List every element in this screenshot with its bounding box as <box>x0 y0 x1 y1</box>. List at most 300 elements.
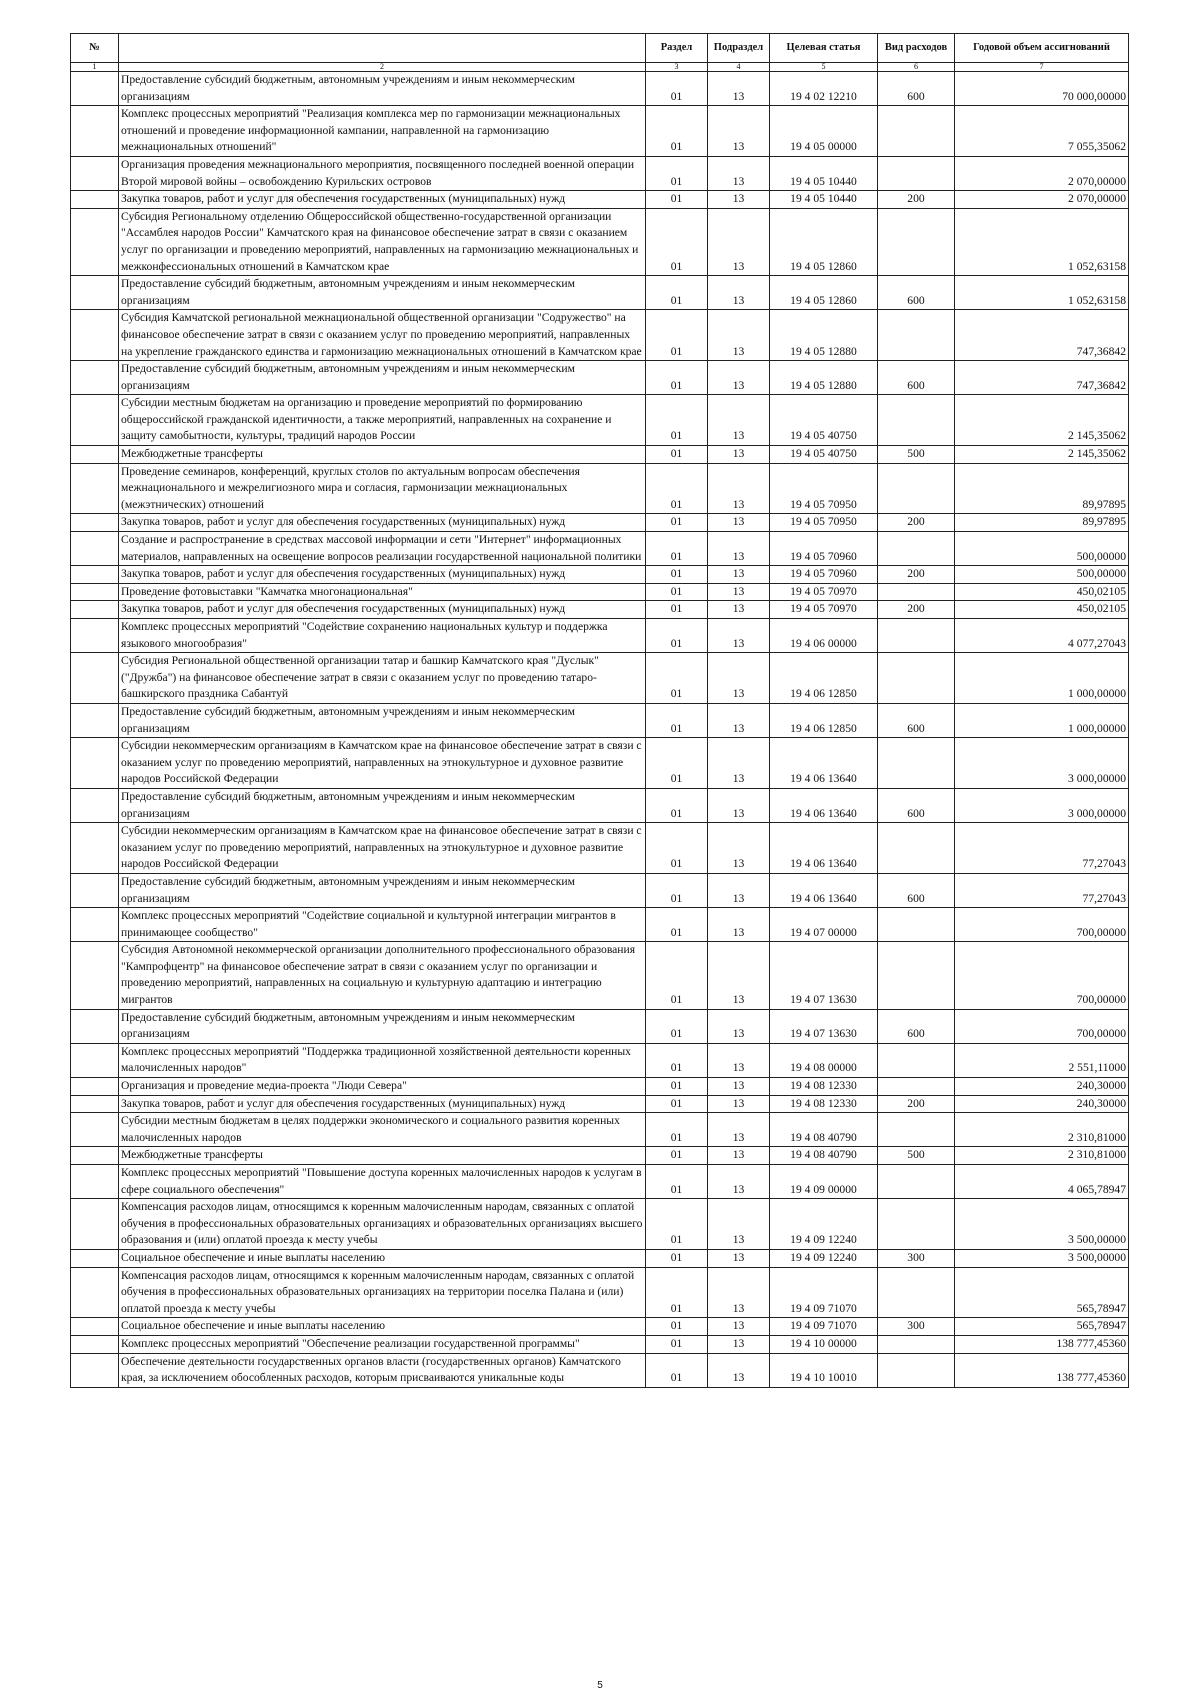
column-index-row <box>71 63 1129 72</box>
cell-name: Межбюджетные трансферты <box>119 446 646 464</box>
cell-number <box>71 1147 119 1165</box>
cell-subsection: 13 <box>708 1249 770 1267</box>
cell-amount: 500,00000 <box>955 566 1129 584</box>
cell-amount: 1 000,00000 <box>955 703 1129 737</box>
table-row <box>71 619 1129 653</box>
cell-target-article: 19 4 05 12860 <box>770 208 878 275</box>
cell-section: 01 <box>646 1199 708 1250</box>
cell-amount: 240,30000 <box>955 1095 1129 1113</box>
table-body <box>71 72 1129 1388</box>
cell-target-article: 19 4 05 70950 <box>770 514 878 532</box>
cell-amount: 3 500,00000 <box>955 1249 1129 1267</box>
cell-number <box>71 276 119 310</box>
cell-name: Проведение фотовыставки "Камчатка многонациональная" <box>119 583 646 601</box>
cell-number <box>71 395 119 446</box>
cell-section: 01 <box>646 1147 708 1165</box>
cell-section: 01 <box>646 1078 708 1096</box>
table-row <box>71 1078 1129 1096</box>
cell-amount: 138 777,45360 <box>955 1335 1129 1353</box>
cell-expense-type <box>878 1113 955 1147</box>
cell-subsection: 13 <box>708 1078 770 1096</box>
cell-number <box>71 156 119 190</box>
cell-amount: 450,02105 <box>955 583 1129 601</box>
cell-amount: 1 052,63158 <box>955 208 1129 275</box>
cell-number <box>71 1267 119 1318</box>
cell-section: 01 <box>646 908 708 942</box>
cell-subsection: 13 <box>708 191 770 209</box>
cell-section: 01 <box>646 703 708 737</box>
cell-expense-type: 200 <box>878 191 955 209</box>
column-header-name <box>119 34 646 63</box>
cell-target-article: 19 4 08 00000 <box>770 1043 878 1077</box>
cell-target-article: 19 4 06 13640 <box>770 873 878 907</box>
cell-number <box>71 1165 119 1199</box>
cell-amount: 1 052,63158 <box>955 276 1129 310</box>
cell-target-article: 19 4 05 00000 <box>770 106 878 157</box>
cell-section: 01 <box>646 1318 708 1336</box>
cell-amount: 565,78947 <box>955 1318 1129 1336</box>
cell-section: 01 <box>646 532 708 566</box>
cell-number <box>71 653 119 704</box>
cell-subsection: 13 <box>708 208 770 275</box>
cell-name: Закупка товаров, работ и услуг для обеспечения государственных (муниципальных) нужд <box>119 601 646 619</box>
cell-target-article: 19 4 06 13640 <box>770 738 878 789</box>
cell-number <box>71 446 119 464</box>
column-header-number: № <box>71 34 119 63</box>
cell-amount: 89,97895 <box>955 463 1129 514</box>
cell-target-article: 19 4 02 12210 <box>770 72 878 106</box>
cell-number <box>71 1043 119 1077</box>
cell-number <box>71 1199 119 1250</box>
cell-name: Закупка товаров, работ и услуг для обеспечения государственных (муниципальных) нужд <box>119 1095 646 1113</box>
cell-section: 01 <box>646 156 708 190</box>
table-row <box>71 1165 1129 1199</box>
cell-subsection: 13 <box>708 106 770 157</box>
cell-expense-type: 600 <box>878 703 955 737</box>
cell-expense-type <box>878 106 955 157</box>
cell-expense-type: 200 <box>878 1095 955 1113</box>
table-row <box>71 788 1129 822</box>
cell-number <box>71 619 119 653</box>
cell-target-article: 19 4 06 13640 <box>770 823 878 874</box>
table-row <box>71 1009 1129 1043</box>
cell-target-article: 19 4 05 10440 <box>770 191 878 209</box>
cell-expense-type <box>878 583 955 601</box>
cell-subsection: 13 <box>708 1147 770 1165</box>
cell-amount: 500,00000 <box>955 532 1129 566</box>
cell-target-article: 19 4 06 00000 <box>770 619 878 653</box>
cell-subsection: 13 <box>708 1353 770 1387</box>
cell-section: 01 <box>646 738 708 789</box>
table-row <box>71 361 1129 395</box>
cell-target-article: 19 4 10 00000 <box>770 1335 878 1353</box>
cell-expense-type <box>878 395 955 446</box>
table-row <box>71 191 1129 209</box>
cell-section: 01 <box>646 208 708 275</box>
cell-expense-type <box>878 1335 955 1353</box>
cell-target-article: 19 4 05 70970 <box>770 583 878 601</box>
cell-number <box>71 72 119 106</box>
cell-target-article: 19 4 07 13630 <box>770 942 878 1009</box>
cell-subsection: 13 <box>708 583 770 601</box>
cell-name: Субсидия Автономной некоммерческой организации дополнительного профессионального образования "Кампрофцентр" на финансовое обеспечение затрат в связи с оказанием услуг по организации и проведению мероприятий, направленных на социальную и культурную адаптацию и интеграцию мигрантов <box>119 942 646 1009</box>
cell-subsection: 13 <box>708 1009 770 1043</box>
cell-expense-type: 600 <box>878 276 955 310</box>
cell-name: Предоставление субсидий бюджетным, автономным учреждениям и иным некоммерческим организациям <box>119 361 646 395</box>
cell-subsection: 13 <box>708 619 770 653</box>
cell-name: Комплекс процессных мероприятий "Поддержка традиционной хозяйственной деятельности коренных малочисленных народов" <box>119 1043 646 1077</box>
cell-subsection: 13 <box>708 788 770 822</box>
table-row <box>71 738 1129 789</box>
table-row <box>71 653 1129 704</box>
cell-name: Комплекс процессных мероприятий "Обеспечение реализации государственной программы" <box>119 1335 646 1353</box>
cell-number <box>71 738 119 789</box>
page-number: 5 <box>597 1680 603 1691</box>
cell-expense-type: 500 <box>878 446 955 464</box>
cell-name: Субсидия Региональной общественной организации татар и башкир Камчатского края "Дуслык" ("Дружба") на финансовое обеспечение затрат в связи с оказанием услуг по проведению татаро-башкирского праздника Сабантуй <box>119 653 646 704</box>
cell-expense-type: 200 <box>878 566 955 584</box>
cell-section: 01 <box>646 823 708 874</box>
cell-section: 01 <box>646 619 708 653</box>
cell-target-article: 19 4 09 12240 <box>770 1199 878 1250</box>
cell-number <box>71 942 119 1009</box>
cell-name: Закупка товаров, работ и услуг для обеспечения государственных (муниципальных) нужд <box>119 191 646 209</box>
cell-amount: 700,00000 <box>955 1009 1129 1043</box>
cell-subsection: 13 <box>708 653 770 704</box>
table-row <box>71 1043 1129 1077</box>
cell-expense-type <box>878 463 955 514</box>
cell-target-article: 19 4 06 12850 <box>770 653 878 704</box>
column-index: 7 <box>955 63 1129 72</box>
cell-amount: 7 055,35062 <box>955 106 1129 157</box>
cell-target-article: 19 4 08 40790 <box>770 1147 878 1165</box>
cell-name: Предоставление субсидий бюджетным, автономным учреждениям и иным некоммерческим организациям <box>119 1009 646 1043</box>
cell-subsection: 13 <box>708 601 770 619</box>
cell-subsection: 13 <box>708 1335 770 1353</box>
cell-subsection: 13 <box>708 276 770 310</box>
cell-section: 01 <box>646 1267 708 1318</box>
cell-section: 01 <box>646 395 708 446</box>
cell-amount: 2 551,11000 <box>955 1043 1129 1077</box>
cell-name: Социальное обеспечение и иные выплаты населению <box>119 1249 646 1267</box>
cell-amount: 89,97895 <box>955 514 1129 532</box>
cell-number <box>71 208 119 275</box>
cell-name: Создание и распространение в средствах массовой информации и сети "Интернет" информационных материалов, направленных на освещение вопросов реализации государственной национальной политики <box>119 532 646 566</box>
cell-subsection: 13 <box>708 908 770 942</box>
cell-number <box>71 823 119 874</box>
cell-name: Комплекс процессных мероприятий "Содействие социальной и культурной интеграции мигрантов в принимающее сообщество" <box>119 908 646 942</box>
cell-section: 01 <box>646 942 708 1009</box>
cell-amount: 2 310,81000 <box>955 1113 1129 1147</box>
cell-number <box>71 908 119 942</box>
cell-expense-type: 600 <box>878 873 955 907</box>
cell-section: 01 <box>646 583 708 601</box>
table-row <box>71 446 1129 464</box>
cell-number <box>71 1318 119 1336</box>
table-row <box>71 601 1129 619</box>
column-header-subsection: Подраздел <box>708 34 770 63</box>
table-row <box>71 583 1129 601</box>
cell-amount: 138 777,45360 <box>955 1353 1129 1387</box>
cell-number <box>71 873 119 907</box>
cell-target-article: 19 4 05 40750 <box>770 395 878 446</box>
cell-section: 01 <box>646 788 708 822</box>
column-index: 4 <box>708 63 770 72</box>
cell-target-article: 19 4 05 12880 <box>770 310 878 361</box>
cell-subsection: 13 <box>708 446 770 464</box>
cell-name: Предоставление субсидий бюджетным, автономным учреждениям и иным некоммерческим организациям <box>119 276 646 310</box>
table-row <box>71 1335 1129 1353</box>
cell-name: Субсидии некоммерческим организациям в Камчатском крае на финансовое обеспечение затрат в связи с оказанием услуг по проведению мероприятий, направленных на этнокультурное и духовное развитие народов Российской Федерации <box>119 738 646 789</box>
cell-section: 01 <box>646 1165 708 1199</box>
cell-expense-type: 200 <box>878 514 955 532</box>
cell-subsection: 13 <box>708 1165 770 1199</box>
cell-amount: 2 145,35062 <box>955 446 1129 464</box>
column-index: 6 <box>878 63 955 72</box>
cell-section: 01 <box>646 514 708 532</box>
table-row <box>71 566 1129 584</box>
cell-section: 01 <box>646 106 708 157</box>
cell-name: Субсидии местным бюджетам на организацию и проведение мероприятий по формированию общероссийской гражданской идентичности, а также мероприятий, направленных на сохранение и защиту самобытности, культуры, традиций народов России <box>119 395 646 446</box>
table-row <box>71 1199 1129 1250</box>
cell-expense-type: 600 <box>878 72 955 106</box>
cell-number <box>71 1078 119 1096</box>
cell-name: Социальное обеспечение и иные выплаты населению <box>119 1318 646 1336</box>
cell-name: Комплекс процессных мероприятий "Повышение доступа коренных малочисленных народов к услугам в сфере социального обеспечения" <box>119 1165 646 1199</box>
table-row <box>71 208 1129 275</box>
table-row <box>71 72 1129 106</box>
table-header-row <box>71 34 1129 63</box>
table-row <box>71 1267 1129 1318</box>
cell-number <box>71 1353 119 1387</box>
cell-amount: 4 077,27043 <box>955 619 1129 653</box>
cell-amount: 77,27043 <box>955 873 1129 907</box>
table-row <box>71 1113 1129 1147</box>
cell-amount: 3 500,00000 <box>955 1199 1129 1250</box>
budget-sheet <box>70 33 1128 1388</box>
cell-target-article: 19 4 09 00000 <box>770 1165 878 1199</box>
cell-amount: 565,78947 <box>955 1267 1129 1318</box>
cell-number <box>71 1009 119 1043</box>
table-row <box>71 156 1129 190</box>
cell-section: 01 <box>646 463 708 514</box>
cell-expense-type: 500 <box>878 1147 955 1165</box>
cell-number <box>71 310 119 361</box>
cell-name: Компенсация расходов лицам, относящимся к коренным малочисленным народам, связанных с оплатой обучения в профессиональных образовательных организациях на территории поселка Палана и (или) оплатой проезда к месту учебы <box>119 1267 646 1318</box>
table-row <box>71 514 1129 532</box>
cell-amount: 77,27043 <box>955 823 1129 874</box>
cell-name: Предоставление субсидий бюджетным, автономным учреждениям и иным некоммерческим организациям <box>119 72 646 106</box>
cell-subsection: 13 <box>708 1318 770 1336</box>
cell-subsection: 13 <box>708 1267 770 1318</box>
column-index: 3 <box>646 63 708 72</box>
cell-section: 01 <box>646 1113 708 1147</box>
cell-expense-type <box>878 208 955 275</box>
cell-section: 01 <box>646 653 708 704</box>
cell-amount: 700,00000 <box>955 908 1129 942</box>
cell-target-article: 19 4 05 70960 <box>770 532 878 566</box>
cell-amount: 2 070,00000 <box>955 156 1129 190</box>
cell-expense-type <box>878 619 955 653</box>
cell-target-article: 19 4 09 12240 <box>770 1249 878 1267</box>
cell-subsection: 13 <box>708 823 770 874</box>
table-row <box>71 395 1129 446</box>
cell-section: 01 <box>646 361 708 395</box>
cell-number <box>71 601 119 619</box>
cell-expense-type <box>878 1199 955 1250</box>
cell-name: Предоставление субсидий бюджетным, автономным учреждениям и иным некоммерческим организациям <box>119 873 646 907</box>
cell-section: 01 <box>646 873 708 907</box>
cell-expense-type <box>878 532 955 566</box>
cell-expense-type: 200 <box>878 601 955 619</box>
cell-target-article: 19 4 05 70950 <box>770 463 878 514</box>
cell-amount: 1 000,00000 <box>955 653 1129 704</box>
column-index: 2 <box>119 63 646 72</box>
cell-expense-type <box>878 653 955 704</box>
cell-section: 01 <box>646 1335 708 1353</box>
cell-target-article: 19 4 06 13640 <box>770 788 878 822</box>
cell-name: Обеспечение деятельности государственных органов власти (государственных органов) Камчатского края, за исключением обособленных расходов, которым присваиваются уникальные коды <box>119 1353 646 1387</box>
cell-number <box>71 703 119 737</box>
cell-target-article: 19 4 05 40750 <box>770 446 878 464</box>
cell-target-article: 19 4 07 00000 <box>770 908 878 942</box>
cell-amount: 2 145,35062 <box>955 395 1129 446</box>
cell-target-article: 19 4 09 71070 <box>770 1267 878 1318</box>
cell-name: Субсидия Камчатской региональной межнациональной общественной организации "Содружество" на финансовое обеспечение затрат в связи с оказанием услуг по проведению мероприятий, направленных на укрепление гражданского единства и гармонизацию межнациональных отношений в Камчатском крае <box>119 310 646 361</box>
cell-name: Предоставление субсидий бюджетным, автономным учреждениям и иным некоммерческим организациям <box>119 788 646 822</box>
cell-section: 01 <box>646 1009 708 1043</box>
cell-target-article: 19 4 08 12330 <box>770 1078 878 1096</box>
cell-amount: 2 070,00000 <box>955 191 1129 209</box>
cell-name: Межбюджетные трансферты <box>119 1147 646 1165</box>
table-row <box>71 276 1129 310</box>
cell-amount: 700,00000 <box>955 942 1129 1009</box>
cell-section: 01 <box>646 446 708 464</box>
table-row <box>71 532 1129 566</box>
cell-amount: 3 000,00000 <box>955 788 1129 822</box>
table-row <box>71 310 1129 361</box>
cell-subsection: 13 <box>708 156 770 190</box>
cell-name: Субсидия Региональному отделению Общероссийской общественно-государственной организации "Ассамблея народов России" Камчатского края на финансовое обеспечение затрат в связи с оказанием услуг по организации и проведению мероприятий, направленных на гармонизацию межнациональных и межконфессиональных отношений в Камчатском крае <box>119 208 646 275</box>
cell-name: Субсидии некоммерческим организациям в Камчатском крае на финансовое обеспечение затрат в связи с оказанием услуг по проведению мероприятий, направленных на этнокультурное и духовное развитие народов Российской Федерации <box>119 823 646 874</box>
budget-table <box>70 33 1129 1388</box>
cell-subsection: 13 <box>708 361 770 395</box>
cell-subsection: 13 <box>708 942 770 1009</box>
cell-subsection: 13 <box>708 532 770 566</box>
cell-target-article: 19 4 09 71070 <box>770 1318 878 1336</box>
cell-section: 01 <box>646 1249 708 1267</box>
cell-number <box>71 514 119 532</box>
cell-subsection: 13 <box>708 72 770 106</box>
cell-target-article: 19 4 05 70970 <box>770 601 878 619</box>
column-header-annual-amount: Годовой объем ассигнований <box>955 34 1129 63</box>
cell-expense-type <box>878 738 955 789</box>
cell-target-article: 19 4 05 10440 <box>770 156 878 190</box>
cell-amount: 450,02105 <box>955 601 1129 619</box>
cell-expense-type <box>878 823 955 874</box>
cell-number <box>71 788 119 822</box>
cell-expense-type <box>878 942 955 1009</box>
cell-amount: 70 000,00000 <box>955 72 1129 106</box>
column-header-target-article: Целевая статья <box>770 34 878 63</box>
cell-target-article: 19 4 10 10010 <box>770 1353 878 1387</box>
cell-name: Компенсация расходов лицам, относящимся к коренным малочисленным народам, связанных с оплатой обучения в профессиональных образовательных организациях и образовательных организациях высшего образования и (или) оплатой проезда к месту учебы <box>119 1199 646 1250</box>
cell-name: Предоставление субсидий бюджетным, автономным учреждениям и иным некоммерческим организациям <box>119 703 646 737</box>
table-row <box>71 1318 1129 1336</box>
table-row <box>71 703 1129 737</box>
table-row <box>71 1147 1129 1165</box>
cell-section: 01 <box>646 566 708 584</box>
cell-expense-type <box>878 1165 955 1199</box>
column-header-expense-type: Вид расходов <box>878 34 955 63</box>
cell-name: Комплекс процессных мероприятий "Реализация комплекса мер по гармонизации межнациональных отношений и проведение информационной кампании, направленной на гармонизацию межнациональных отношений" <box>119 106 646 157</box>
cell-expense-type <box>878 1353 955 1387</box>
table-row <box>71 823 1129 874</box>
cell-subsection: 13 <box>708 463 770 514</box>
cell-subsection: 13 <box>708 1043 770 1077</box>
table-row <box>71 942 1129 1009</box>
cell-number <box>71 1249 119 1267</box>
cell-target-article: 19 4 07 13630 <box>770 1009 878 1043</box>
cell-subsection: 13 <box>708 703 770 737</box>
cell-subsection: 13 <box>708 738 770 789</box>
cell-expense-type <box>878 310 955 361</box>
cell-section: 01 <box>646 72 708 106</box>
cell-section: 01 <box>646 191 708 209</box>
cell-expense-type: 300 <box>878 1249 955 1267</box>
cell-target-article: 19 4 08 40790 <box>770 1113 878 1147</box>
table-row <box>71 106 1129 157</box>
cell-expense-type <box>878 1267 955 1318</box>
cell-subsection: 13 <box>708 1199 770 1250</box>
cell-target-article: 19 4 08 12330 <box>770 1095 878 1113</box>
cell-subsection: 13 <box>708 566 770 584</box>
column-header-section: Раздел <box>646 34 708 63</box>
cell-amount: 240,30000 <box>955 1078 1129 1096</box>
cell-number <box>71 361 119 395</box>
table-row <box>71 463 1129 514</box>
cell-expense-type <box>878 908 955 942</box>
table-row <box>71 1249 1129 1267</box>
cell-name: Комплекс процессных мероприятий "Содействие сохранению национальных культур и поддержка языкового многообразия" <box>119 619 646 653</box>
cell-number <box>71 583 119 601</box>
cell-subsection: 13 <box>708 514 770 532</box>
cell-section: 01 <box>646 1095 708 1113</box>
cell-number <box>71 191 119 209</box>
cell-subsection: 13 <box>708 310 770 361</box>
cell-section: 01 <box>646 1353 708 1387</box>
cell-target-article: 19 4 05 12880 <box>770 361 878 395</box>
cell-subsection: 13 <box>708 873 770 907</box>
cell-subsection: 13 <box>708 1095 770 1113</box>
table-row <box>71 1353 1129 1387</box>
cell-name: Закупка товаров, работ и услуг для обеспечения государственных (муниципальных) нужд <box>119 514 646 532</box>
cell-number <box>71 566 119 584</box>
cell-amount: 747,36842 <box>955 310 1129 361</box>
column-index: 5 <box>770 63 878 72</box>
cell-target-article: 19 4 05 12860 <box>770 276 878 310</box>
cell-name: Закупка товаров, работ и услуг для обеспечения государственных (муниципальных) нужд <box>119 566 646 584</box>
cell-name: Проведение семинаров, конференций, круглых столов по актуальным вопросам обеспечения межнационального и межрелигиозного мира и согласия, гармонизации межнациональных (межэтнических) отношений <box>119 463 646 514</box>
cell-amount: 2 310,81000 <box>955 1147 1129 1165</box>
cell-subsection: 13 <box>708 395 770 446</box>
cell-expense-type: 600 <box>878 1009 955 1043</box>
cell-name: Организация проведения межнационального мероприятия, посвященного последней военной операции Второй мировой войны – освобождению Курильских островов <box>119 156 646 190</box>
cell-target-article: 19 4 06 12850 <box>770 703 878 737</box>
cell-expense-type: 600 <box>878 361 955 395</box>
table-row <box>71 873 1129 907</box>
table-row <box>71 1095 1129 1113</box>
